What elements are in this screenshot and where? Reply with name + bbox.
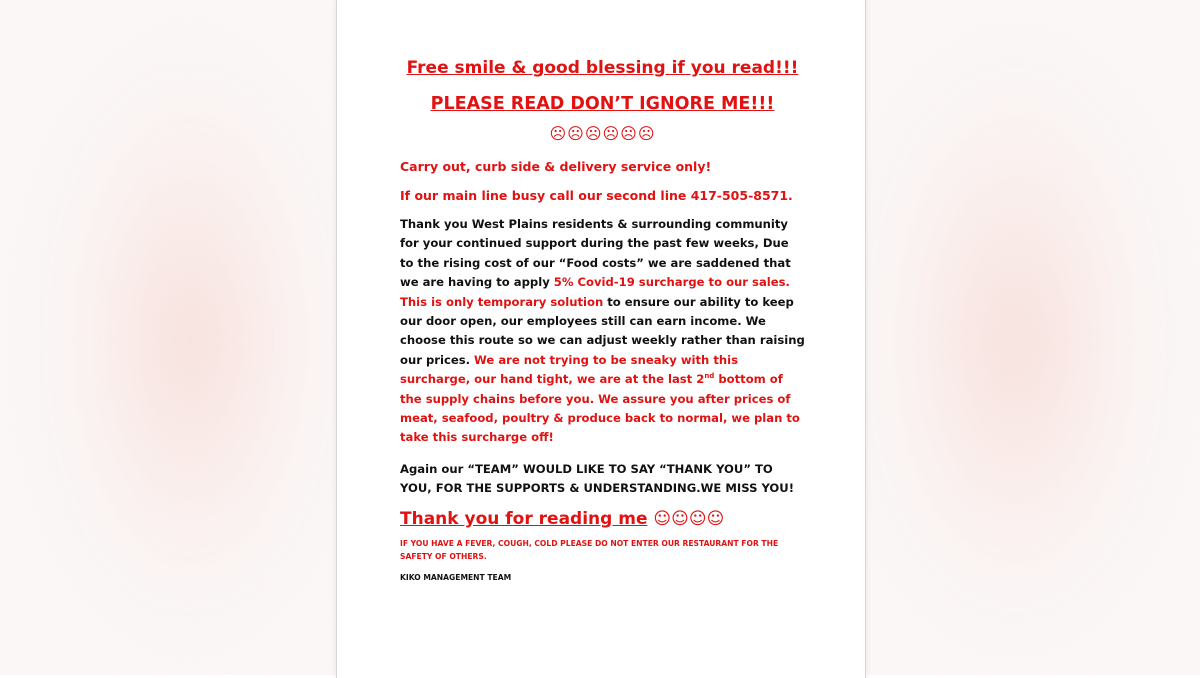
- team-thanks: Again our “TEAM” WOULD LIKE TO SAY “THANK YOU” TO YOU, FOR THE SUPPORTS & UNDERSTANDING.WE MISS YOU!: [400, 461, 794, 496]
- fever-warning: IF YOU HAVE A FEVER, COUGH, COLD PLEASE DO NOT ENTER OUR RESTAURANT FOR THE SAFETY OF OTHERS.: [400, 538, 779, 561]
- body-sneaky-text: We are not trying to be sneaky with this surcharge, our hand tight, we are at the last 2: [400, 352, 739, 387]
- heading-please-read: PLEASE READ DON’T IGNORE ME!!!: [430, 94, 775, 114]
- happy-faces: ☺☺☺☺: [653, 508, 725, 529]
- body-text-2: to ensure our ability to keep our door open, our employees still can earn income. We choose this route so we can adjust weekly rather than raising our prices.: [400, 294, 805, 367]
- notice-content: [400, 58, 805, 582]
- thank-you-reading-text: Thank you for reading me: [400, 508, 648, 529]
- body-paragraph: [400, 215, 805, 448]
- heading-free-smile: Free smile & good blessing if you read!!!: [406, 58, 799, 78]
- sad-faces-row: ☹☹☹☹☹☹: [549, 124, 656, 143]
- background-blur-left: [60, 60, 320, 620]
- notice-document: [336, 0, 866, 678]
- body-text-1: Thank you West Plains residents & surrounding community for your continued support during the past few weeks, Due to the rising cost of our “Food costs” we are saddened that we are having to apply: [400, 217, 791, 290]
- body-supply-text: bottom of the supply chains before you. We assure you after prices of meat, seafood, poultry & produce back to normal, we plan to take this surcharge off!: [400, 372, 800, 445]
- signature: KIKO MANAGEMENT TEAM: [400, 572, 512, 582]
- service-line: Carry out, curb side & delivery service only!: [400, 159, 712, 174]
- thank-you-reading: [400, 509, 805, 529]
- body-ordinal-sup: nd: [704, 372, 715, 381]
- background-blur-right: [880, 60, 1150, 620]
- phone-line: If our main line busy call our second line 417-505-8571.: [400, 188, 793, 203]
- body-surcharge-text: 5% Covid-19 surcharge to our sales. This is only temporary solution: [400, 275, 790, 309]
